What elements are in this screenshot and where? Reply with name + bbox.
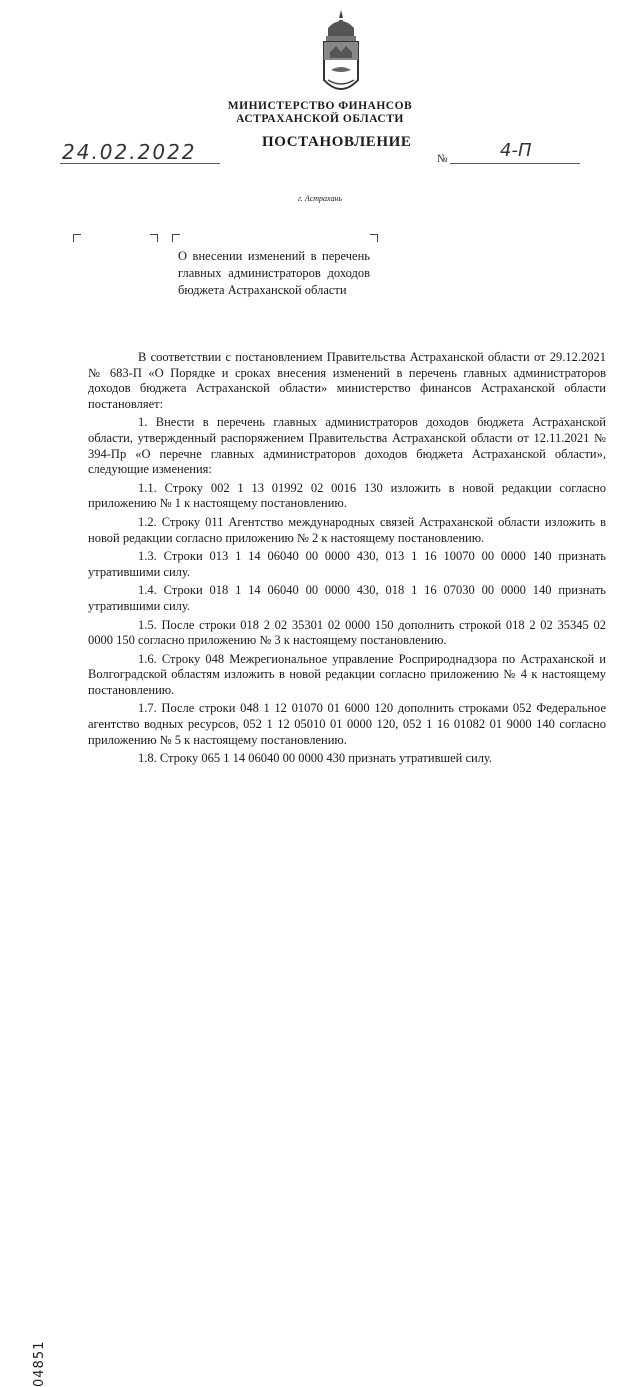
paragraph: 1.7. После строки 048 1 12 01070 01 6000 120 дополнить строками 052 Федеральное агентство водных ресурсов, 052 1 12 05010 01 0000 120, 052 1 16 01082 01 9000 140 согласно приложению № 5 к настоящему постановлению. bbox=[88, 701, 606, 747]
paragraph: 1.1. Строку 002 1 13 01992 02 0016 130 изложить в новой редакции согласно приложению № 1 к настоящему постановлению. bbox=[88, 480, 606, 511]
number-label: № bbox=[437, 153, 448, 165]
stamp-number: 04851 bbox=[32, 1340, 47, 1387]
paragraph: 1.2. Строку 011 Агентство международных связей Астраханской области изложить в новой редакции согласно приложению № 2 к настоящему постановлению. bbox=[88, 514, 606, 545]
ministry-line-1: МИНИСТЕРСТВО ФИНАНСОВ bbox=[227, 100, 413, 112]
city-name: г. Астрахань bbox=[297, 194, 343, 203]
paragraph: 1.6. Строку 048 Межрегиональное управление Росприроднадзора по Астраханской и Волгоградской областям изложить в новой редакции согласно приложению № 4 к настоящему постановлению. bbox=[88, 651, 606, 697]
corner-mark bbox=[172, 234, 180, 242]
corner-mark bbox=[150, 234, 158, 242]
document-date: 24.02.2022 bbox=[62, 140, 197, 164]
document-number: 4-П bbox=[500, 140, 532, 161]
document-subject: О внесении изменений в перечень главных администраторов доходов бюджета Астраханской области bbox=[178, 249, 370, 297]
document-body bbox=[88, 350, 606, 770]
paragraph: 1. Внести в перечень главных администраторов доходов бюджета Астраханской области, утвержденный распоряжением Правительства Астраханской области от 12.11.2021 № 394-Пр «О перечне главных администраторов доходов бюджета Астраханской области», следующие изменения: bbox=[88, 415, 606, 477]
paragraph: 1.3. Строки 013 1 14 06040 00 0000 430, 013 1 16 10070 00 0000 140 признать утратившими силу. bbox=[88, 549, 606, 579]
paragraph: В соответствии с постановлением Правительства Астраханской области от 29.12.2021 № 683-П «О Порядке и сроках внесения изменений в перечень главных администраторов доходов бюджета Астраханской области» министерство финансов Астраханской области постановляет: bbox=[88, 350, 606, 411]
date-underline bbox=[60, 163, 220, 164]
ministry-line-2: АСТРАХАНСКОЙ ОБЛАСТИ bbox=[236, 113, 404, 125]
coat-of-arms-icon bbox=[316, 8, 366, 104]
number-underline bbox=[450, 163, 580, 164]
paragraph: 1.4. Строки 018 1 14 06040 00 0000 430, 018 1 16 07030 00 0000 140 признать утратившими силу. bbox=[88, 583, 606, 613]
corner-mark bbox=[370, 234, 378, 242]
paragraph: 1.5. После строки 018 2 02 35301 02 0000 150 дополнить строкой 018 2 02 35345 02 0000 150 согласно приложению № 3 к настоящему постановлению. bbox=[88, 617, 606, 648]
paragraph: 1.8. Строку 065 1 14 06040 00 0000 430 признать утратившей силу. bbox=[138, 751, 493, 766]
corner-mark bbox=[73, 234, 81, 242]
document-title: ПОСТАНОВЛЕНИЕ bbox=[262, 134, 412, 150]
ministry-name bbox=[0, 100, 640, 126]
